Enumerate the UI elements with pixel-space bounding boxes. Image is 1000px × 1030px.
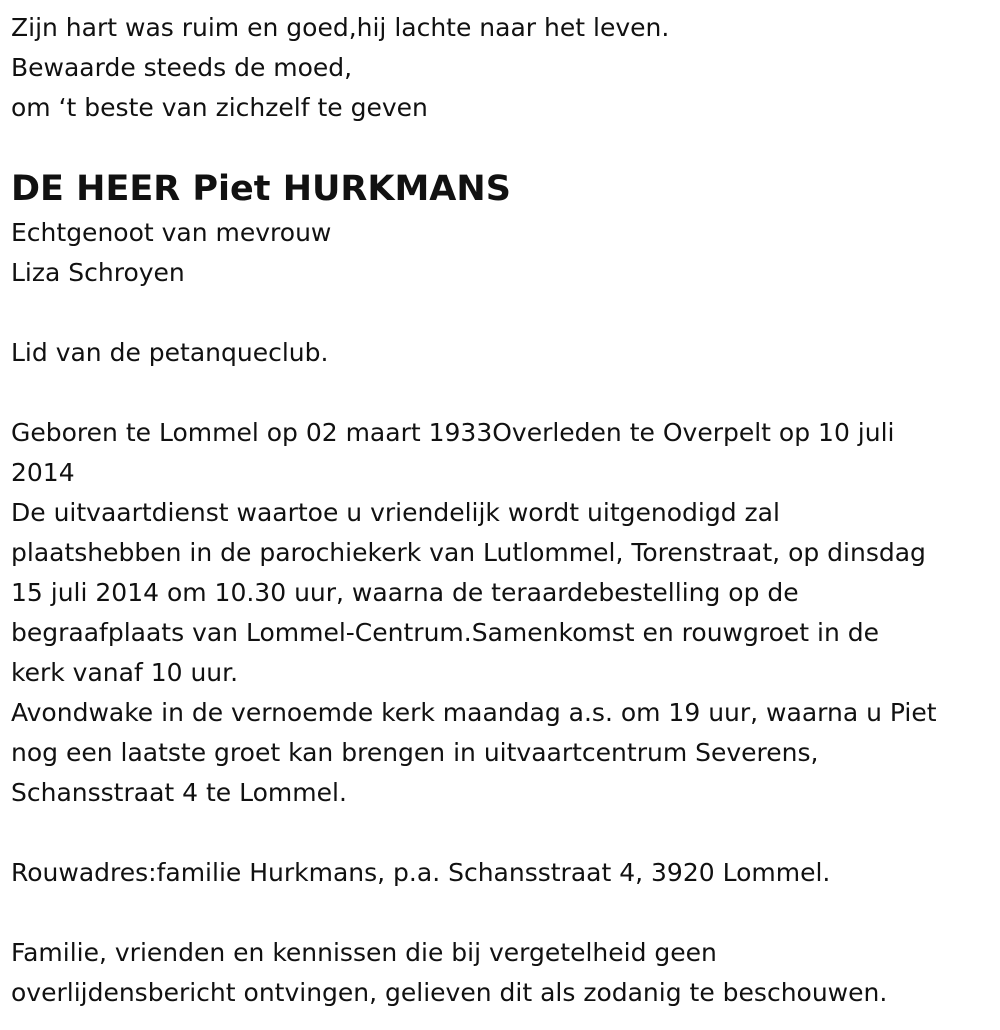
funeral-line: 15 juli 2014 om 10.30 uur, waarna de teraardebestelling op de [11, 578, 799, 607]
wake-line: nog een laatste groet kan brengen in uitvaartcentrum Severens, [11, 738, 819, 767]
funeral-line: kerk vanaf 10 uur. [11, 658, 239, 687]
funeral-line: begraafplaats van Lommel-Centrum.Samenkomst en rouwgroet in de [11, 618, 879, 647]
closing-line: overlijdensbericht ontvingen, gelieven dit als zodanig te beschouwen. [11, 978, 888, 1007]
funeral-line: plaatshebben in de parochiekerk van Lutlommel, Torenstraat, op dinsdag [11, 538, 926, 567]
mourning-address: Rouwadres:familie Hurkmans, p.a. Schansstraat 4, 3920 Lommel. [11, 858, 831, 887]
poem-line: Bewaarde steeds de moed, [11, 53, 353, 82]
poem [11, 8, 991, 128]
membership-text: Lid van de petanqueclub. [11, 338, 329, 367]
spouse-line: Echtgenoot van mevrouw [11, 218, 332, 247]
spouse-name: Liza Schroyen [11, 258, 185, 287]
obituary-document [11, 8, 991, 1013]
closing-line: Familie, vrienden en kennissen die bij vergetelheid geen [11, 938, 717, 967]
dates-line: 2014 [11, 458, 75, 487]
wake-line: Avondwake in de vernoemde kerk maandag a.s. om 19 uur, waarna u Piet [11, 698, 937, 727]
spacer [11, 813, 991, 853]
poem-line: Zijn hart was ruim en goed,hij lachte naar het leven. [11, 13, 670, 42]
deceased-title: DE HEER Piet HURKMANS [11, 169, 511, 209]
funeral-line: De uitvaartdienst waartoe u vriendelijk wordt uitgenodigd zal [11, 498, 780, 527]
wake-line: Schansstraat 4 te Lommel. [11, 778, 347, 807]
wake-paragraph [11, 693, 991, 813]
poem-line: om ‘t beste van zichzelf te geven [11, 93, 428, 122]
closing-paragraph [11, 933, 991, 1013]
funeral-paragraph [11, 493, 991, 693]
spacer [11, 373, 991, 413]
spacer [11, 293, 991, 333]
dates-line: Geboren te Lommel op 02 maart 1933Overleden te Overpelt op 10 juli [11, 418, 895, 447]
spacer [11, 893, 991, 933]
